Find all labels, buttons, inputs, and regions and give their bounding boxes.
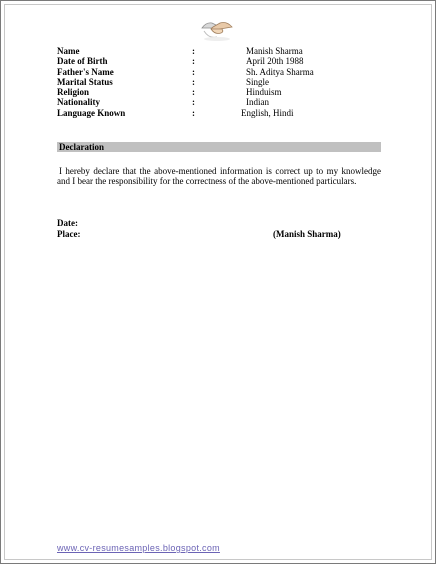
- footer-website-link[interactable]: www.cv-resumesamples.blogspot.com: [57, 543, 220, 553]
- detail-value: Manish Sharma: [246, 46, 303, 56]
- detail-row-dob: [57, 56, 387, 66]
- detail-label: Father's Name: [57, 66, 114, 77]
- detail-row-religion: [57, 87, 387, 97]
- declaration-heading-bar: [57, 142, 381, 152]
- detail-row-name: [57, 46, 387, 56]
- detail-row-language: [57, 108, 387, 118]
- place-label: Place:: [57, 229, 81, 239]
- detail-value: Indian: [246, 97, 269, 108]
- detail-row-marital: [57, 77, 387, 87]
- detail-value: Sh. Aditya Sharma: [246, 66, 314, 77]
- detail-label: Date of Birth: [57, 56, 108, 67]
- personal-details-table: [57, 46, 387, 118]
- detail-colon: :: [192, 97, 195, 108]
- detail-label: Marital Status: [57, 76, 113, 87]
- detail-row-nationality: [57, 97, 387, 107]
- declaration-title: Declaration: [59, 142, 104, 152]
- detail-value: English, Hindi: [241, 107, 294, 118]
- detail-value: Single: [246, 76, 270, 87]
- detail-label: Religion: [57, 87, 90, 98]
- detail-value: April 20th 1988: [246, 56, 304, 67]
- detail-label: Nationality: [57, 97, 101, 108]
- detail-label: Language Known: [57, 107, 126, 118]
- detail-label: Name: [57, 46, 80, 56]
- detail-colon: :: [192, 56, 195, 67]
- detail-value: Hinduism: [246, 87, 282, 98]
- detail-colon: :: [192, 107, 195, 118]
- detail-row-father: [57, 67, 387, 77]
- signature-name: (Manish Sharma): [273, 229, 341, 239]
- declaration-text: I hereby declare that the above-mentioned information is correct up to my knowledge and I bear the responsibility for the correctness of the above-mentioned particulars.: [57, 166, 381, 186]
- date-label: Date:: [57, 218, 78, 228]
- detail-colon: :: [192, 87, 195, 98]
- detail-colon: :: [192, 76, 195, 87]
- detail-colon: :: [192, 66, 195, 77]
- handshake-icon: [200, 14, 234, 42]
- detail-colon: :: [192, 46, 195, 56]
